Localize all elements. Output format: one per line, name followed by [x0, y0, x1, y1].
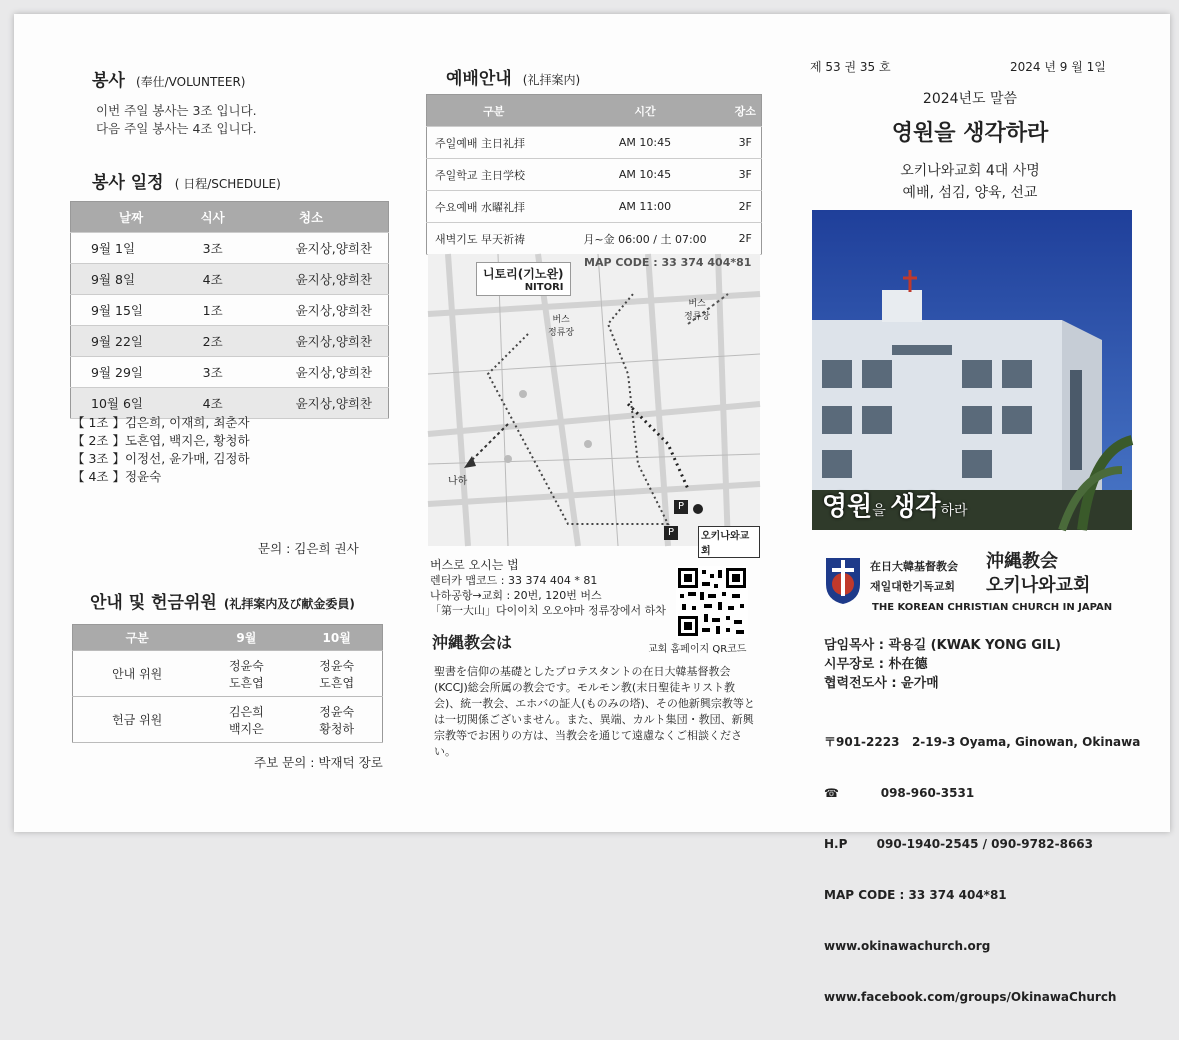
- landmark-nitori-kr: 니토리(기노완): [483, 267, 564, 281]
- qr-code-icon[interactable]: [676, 566, 748, 638]
- qr-caption: 교회 홈페이지 QR코드: [648, 644, 747, 655]
- schedule-heading: [92, 168, 281, 193]
- table-row: [427, 159, 762, 191]
- church-name-kr: 오키나와교회: [986, 575, 1091, 596]
- photo-caption-part: 생각: [890, 492, 941, 522]
- schedule-header-clean: 청소: [234, 202, 388, 233]
- list-item: 【 3조 】이정선, 윤가매, 김정하: [72, 451, 250, 466]
- table-row: [427, 191, 762, 223]
- parking-icon: P: [664, 526, 678, 540]
- worship-header-name: 구분: [427, 95, 561, 127]
- photo-caption: [822, 486, 968, 523]
- location-map: [428, 254, 760, 557]
- list-item: 【 1조 】김은희, 이재희, 최춘자: [72, 415, 250, 430]
- ushers-header-oct: 10월: [291, 625, 382, 651]
- volunteer-info: [96, 102, 257, 138]
- ushers-header-row: [73, 625, 383, 651]
- photo-caption-part: 을: [872, 503, 891, 519]
- contact-phone: ☎ 098-960-3531: [824, 786, 975, 800]
- church-name-jp: 沖縄教会: [986, 551, 1058, 572]
- schedule-date: 9월 29일: [71, 357, 192, 388]
- volume-number: 제 53 권 35 호: [810, 60, 891, 74]
- contact-mobile: H.P 090-1940-2545 / 090-9782-8663: [824, 837, 1093, 851]
- service-name: 새벽기도 早天祈祷: [427, 223, 561, 255]
- parking-icon: P: [674, 500, 688, 514]
- worship-subtitle: (礼拝案内): [522, 73, 581, 87]
- table-row: [427, 127, 762, 159]
- staff-evangelist: 협력전도사 : 윤가매: [824, 676, 939, 691]
- volunteer-title: 봉사: [92, 71, 125, 91]
- service-place: 3F: [729, 127, 761, 159]
- contact-facebook-link[interactable]: www.facebook.com/groups/OkinawaChurch: [824, 990, 1117, 1004]
- schedule-clean: 윤지상,양희찬: [234, 295, 388, 326]
- mission-list: 예배, 섬김, 양육, 선교: [902, 185, 1038, 201]
- ushers-header-role: 구분: [73, 625, 202, 651]
- schedule-table: [70, 201, 389, 419]
- church-names: [986, 550, 1090, 598]
- usher-oct: 정윤숙 황청하: [291, 697, 382, 743]
- issue-date: 2024 년 9 월 1일: [1010, 60, 1106, 74]
- schedule-clean: 윤지상,양희찬: [234, 326, 388, 357]
- schedule-contact: 문의 : 김은희 권사: [258, 541, 359, 556]
- schedule-date: 9월 8일: [71, 264, 192, 295]
- church-photo-drawing: [812, 210, 1132, 530]
- church-emblem-icon: [822, 554, 864, 606]
- bus-line-mapcode: 렌터카 맵코드 : 33 374 404 * 81: [430, 574, 598, 587]
- service-name: 주일학교 主日学校: [427, 159, 561, 191]
- bulletin-sheet: [14, 14, 1170, 1004]
- service-time: AM 10:45: [561, 159, 730, 191]
- service-name: 수요예배 水曜礼拝: [427, 191, 561, 223]
- ushers-title: 안내 및 헌금위원: [90, 593, 217, 613]
- landmark-nitori: [476, 262, 571, 296]
- bus-line-route: 나하공항→교회 : 20번, 120번 버스: [430, 589, 602, 602]
- bulletin-contact: 주보 문의 : 박재덕 장로: [254, 755, 383, 770]
- table-row: [71, 264, 389, 295]
- schedule-clean: 윤지상,양희찬: [234, 388, 388, 419]
- org-name-kr: 재일대한기독교회: [870, 580, 956, 593]
- worship-header-time: 시간: [561, 95, 730, 127]
- org-name-en: THE KOREAN CHRISTIAN CHURCH IN JAPAN: [872, 602, 1113, 613]
- church-photo: [812, 210, 1132, 530]
- worship-table: [426, 94, 762, 255]
- usher-sep: 김은희 백지은: [201, 697, 291, 743]
- notice-title: 沖縄教会は: [432, 633, 513, 652]
- usher-sep: 정윤숙 도흔엽: [201, 651, 291, 697]
- usher-oct: 정윤숙 도흔엽: [291, 651, 382, 697]
- landmark-nitori-en: NITORI: [524, 282, 564, 293]
- service-time: AM 10:45: [561, 127, 730, 159]
- table-row: [71, 326, 389, 357]
- staff-pastor: 담임목사 : 곽용길 (KWAK YONG GIL): [824, 638, 1061, 653]
- org-names: [870, 557, 958, 597]
- map-drawing: [428, 254, 760, 546]
- worship-title: 예배안내: [446, 69, 512, 89]
- table-row: [427, 223, 762, 255]
- schedule-header-date: 날짜: [71, 202, 192, 233]
- usher-role: 헌금 위원: [73, 697, 202, 743]
- worship-header-row: [427, 95, 762, 127]
- photo-caption-part: 영원: [822, 492, 873, 522]
- org-name-jp: 在日大韓基督教会: [870, 560, 958, 573]
- yearly-theme: 영원을 생각하라: [891, 121, 1049, 146]
- schedule-clean: 윤지상,양희찬: [234, 357, 388, 388]
- list-item: 【 4조 】정윤숙: [72, 469, 162, 484]
- service-place: 2F: [729, 191, 761, 223]
- qr-code-graphic: [676, 566, 748, 638]
- volunteer-subtitle: (奉仕/VOLUNTEER): [135, 75, 246, 89]
- group-list: [72, 414, 250, 486]
- schedule-meal: 3조: [191, 357, 234, 388]
- church-marker-label: 오키나와교회: [698, 526, 760, 558]
- photo-caption-part: 하라: [940, 503, 968, 519]
- schedule-subtitle: ( 日程/SCHEDULE): [174, 177, 281, 191]
- bus-directions: [430, 558, 666, 618]
- service-time: 月~金 06:00 / 土 07:00: [561, 223, 730, 255]
- contact-info: [824, 700, 1140, 1040]
- table-row: [73, 651, 383, 697]
- table-row: [71, 295, 389, 326]
- worship-heading: [446, 64, 580, 89]
- schedule-date: 9월 22일: [71, 326, 192, 357]
- schedule-title: 봉사 일정: [92, 173, 164, 193]
- volunteer-heading: [92, 66, 245, 91]
- staff-list: [824, 636, 1061, 693]
- ushers-table: [72, 624, 383, 743]
- bus-title: 버스로 오시는 법: [430, 558, 519, 572]
- schedule-meal: 2조: [191, 326, 234, 357]
- schedule-clean: 윤지상,양희찬: [234, 233, 388, 264]
- schedule-date: 10월 6일: [71, 388, 192, 419]
- contact-mapcode: MAP CODE : 33 374 404*81: [824, 888, 1007, 902]
- bus-stop-label: 버스 정류장: [548, 315, 575, 338]
- schedule-header-row: [71, 202, 389, 233]
- service-name: 주일예배 主日礼拝: [427, 127, 561, 159]
- table-row: [71, 357, 389, 388]
- ushers-heading: [90, 588, 355, 613]
- service-place: 3F: [729, 159, 761, 191]
- schedule-meal: 3조: [191, 233, 234, 264]
- schedule-meal: 4조: [191, 264, 234, 295]
- map-code: MAP CODE : 33 374 404*81: [584, 256, 752, 269]
- staff-elder: 시무장로 : 朴在德: [824, 657, 928, 672]
- service-place: 2F: [729, 223, 761, 255]
- schedule-meal: 1조: [191, 295, 234, 326]
- contact-website-link[interactable]: www.okinawachurch.org: [824, 939, 991, 953]
- yearly-word-label: 2024년도 말씀: [922, 91, 1018, 107]
- ushers-subtitle: (礼拝案内及び献金委員): [223, 597, 355, 611]
- table-row: [73, 697, 383, 743]
- contact-address: 〒901-2223 2-19-3 Oyama, Ginowan, Okinawa: [824, 735, 1141, 749]
- volunteer-next-week: 다음 주일 봉사는 4조 입니다.: [96, 121, 257, 136]
- service-time: AM 11:00: [561, 191, 730, 223]
- list-item: 【 2조 】도흔엽, 백지은, 황청하: [72, 433, 250, 448]
- table-row: [71, 233, 389, 264]
- notice-body: 聖書を信仰の基礎としたプロテスタントの在日大韓基督教会(KCCJ)総会所属の教会です。モルモン教(末日聖徒キリスト教会)、統一教会、エホバの証人(ものみの塔)、その他新興宗教等とは一切関係ございません。また、異端、カルト集団・教団、新興宗教等でお困りの方は、当教会を通じて遠慮なくご相談ください。: [434, 665, 755, 758]
- schedule-date: 9월 15일: [71, 295, 192, 326]
- bus-stop-label: 버스 정류장: [684, 299, 711, 322]
- volunteer-this-week: 이번 주일 봉사는 3조 입니다.: [96, 103, 257, 118]
- mission-title: 오키나와교회 4대 사명: [900, 163, 1040, 179]
- schedule-meal: 4조: [191, 388, 234, 419]
- naha-label: 나하: [448, 476, 468, 487]
- usher-role: 안내 위원: [73, 651, 202, 697]
- ushers-header-sep: 9월: [201, 625, 291, 651]
- worship-header-place: 장소: [729, 95, 761, 127]
- schedule-header-meal: 식사: [191, 202, 234, 233]
- schedule-date: 9월 1일: [71, 233, 192, 264]
- schedule-clean: 윤지상,양희찬: [234, 264, 388, 295]
- bus-line-stop: 「第一大山」다이이치 오오야마 정류장에서 하차: [430, 604, 666, 617]
